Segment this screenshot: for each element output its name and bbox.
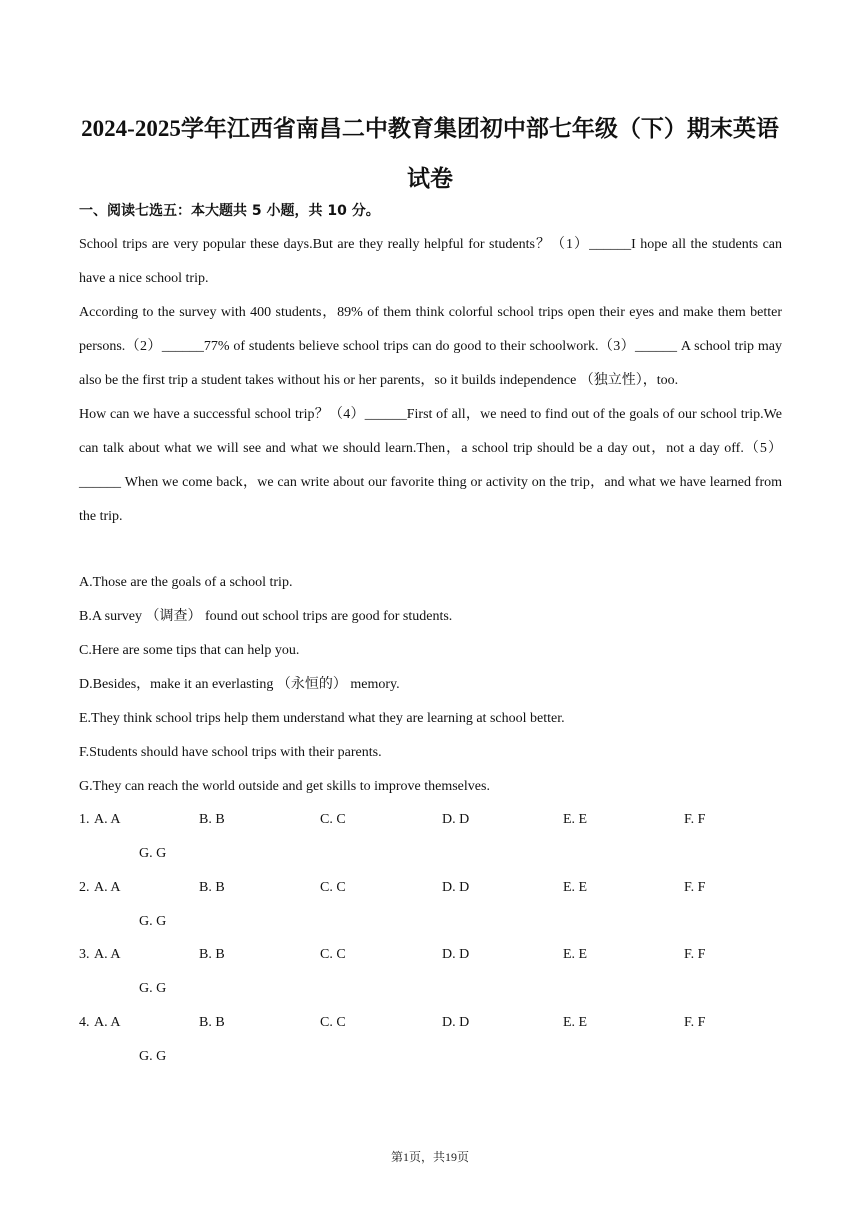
title-line-1: 2024-2025学年江西省南昌二中教育集团初中部七年级（下）期末英语 [81,116,779,141]
choice-c[interactable]: C. C [320,812,346,827]
choice-d[interactable]: D. D [442,812,470,827]
question-number: 1. [79,812,90,827]
choice-g[interactable]: G. G [139,914,167,929]
choice-b[interactable]: B. B [199,947,225,962]
choice-d[interactable]: D. D [442,947,470,962]
choice-e[interactable]: E. E [563,1015,588,1030]
option-g: G.They can reach the world outside and get skills to improve themselves. [79,779,490,794]
option-d: D.Besides，make it an everlasting （永恒的） memory. [79,677,400,692]
option-b: B.A survey （调查） found out school trips are good for students. [79,609,453,624]
choice-c[interactable]: C. C [320,947,346,962]
option-c: C.Here are some tips that can help you. [79,643,300,658]
question-4 [79,1006,782,1074]
choice-b[interactable]: B. B [199,880,225,895]
choice-b[interactable]: B. B [199,1015,225,1030]
choice-d[interactable]: D. D [442,1015,470,1030]
choice-a[interactable]: A. A [94,947,121,962]
title-line-2: 试卷 [407,166,453,191]
passage-paragraph-1: School trips are very popular these days.But are they really helpful for students？（1）______I hope all the students can have a nice school trip. [79,237,782,286]
choice-c[interactable]: C. C [320,1015,346,1030]
choice-a[interactable]: A. A [94,812,121,827]
choice-e[interactable]: E. E [563,812,588,827]
choice-e[interactable]: E. E [563,880,588,895]
section-heading: 一、阅读七选五：本大题共 5 小题，共 10 分。 [79,203,380,219]
option-f: F.Students should have school trips with their parents. [79,745,382,760]
passage-paragraph-2: According to the survey with 400 students，89% of them think colorful school trips open their eyes and make them better persons.（2）______77% of students believe school trips can do good to their schoolwork.（3）______ A school trip may also be the first trip a student takes without his or her parents，so it builds independence （独立性），too. [79,305,782,388]
question-number: 2. [79,880,90,895]
choice-b[interactable]: B. B [199,812,225,827]
question-1 [79,803,782,871]
choice-g[interactable]: G. G [139,846,167,861]
choice-f[interactable]: F. F [684,880,706,895]
question-number: 4. [79,1015,90,1030]
question-2 [79,871,782,939]
choice-e[interactable]: E. E [563,947,588,962]
choice-f[interactable]: F. F [684,812,706,827]
option-e: E.They think school trips help them understand what they are learning at school better. [79,711,565,726]
choice-d[interactable]: D. D [442,880,470,895]
page-footer: 第1页，共19页 [390,1150,469,1164]
question-number: 3. [79,947,90,962]
page-title [60,104,800,204]
question-3 [79,938,782,1006]
choice-a[interactable]: A. A [94,1015,121,1030]
choice-f[interactable]: F. F [684,947,706,962]
passage-paragraph-3: How can we have a successful school trip？（4）______First of all，we need to find out of the goals of our school trip.We can talk about what we will see and what we should learn.Then，a school trip should be a day out，not a day off.（5）______ When we come back，we can write about our favorite thing or activity on the trip，and what we have learned from the trip. [79,407,782,524]
option-a: A.Those are the goals of a school trip. [79,575,293,590]
choice-c[interactable]: C. C [320,880,346,895]
option-list [79,566,782,804]
choice-g[interactable]: G. G [139,1049,167,1064]
choice-a[interactable]: A. A [94,880,121,895]
choice-f[interactable]: F. F [684,1015,706,1030]
choice-g[interactable]: G. G [139,981,167,996]
reading-passage [79,228,782,534]
